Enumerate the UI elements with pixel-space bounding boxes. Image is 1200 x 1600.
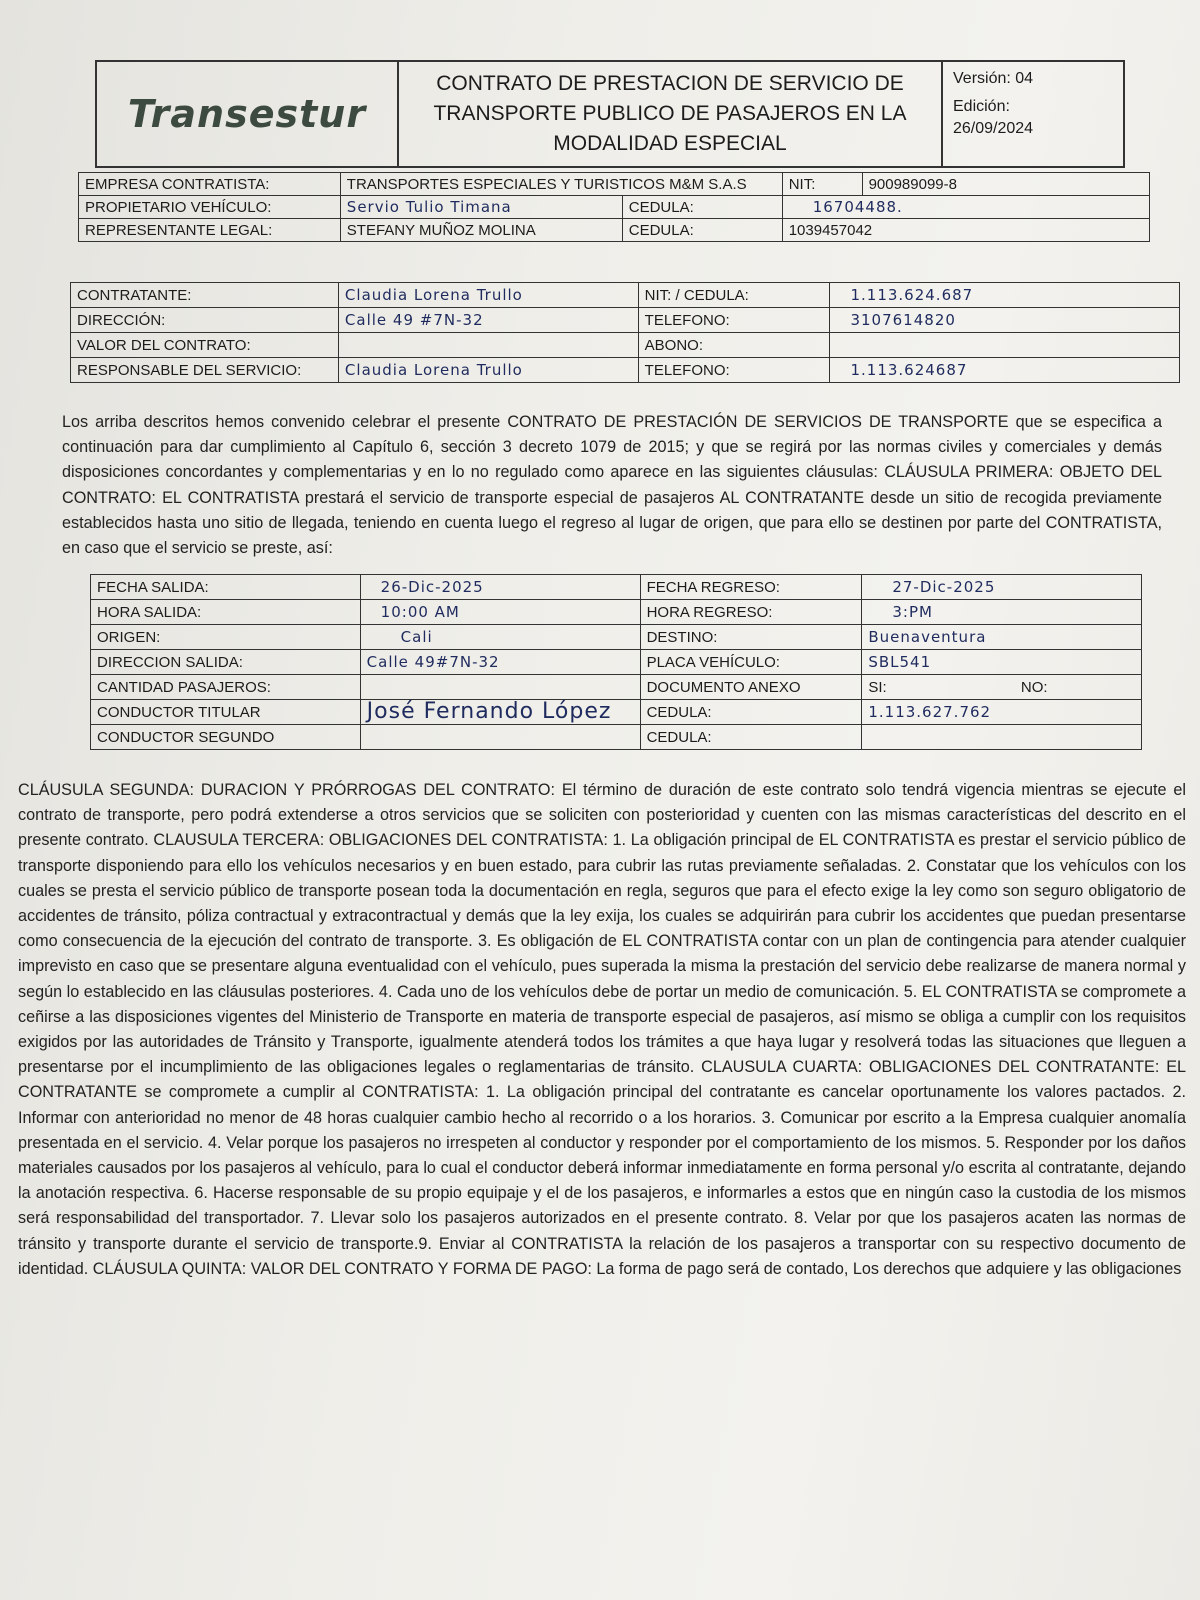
- table-row: [71, 308, 1180, 333]
- empty-value: [830, 333, 1180, 358]
- si-no-cell: [862, 675, 1142, 700]
- field-label: TELEFONO:: [638, 358, 830, 383]
- field-value: 900989099-8: [862, 173, 1149, 196]
- table-row: [91, 700, 1142, 725]
- field-label: CEDULA:: [640, 725, 862, 750]
- handwritten-value: 1.113.624687: [830, 358, 1180, 383]
- handwritten-value: Cali: [360, 625, 640, 650]
- field-label: PROPIETARIO VEHÍCULO:: [79, 196, 341, 219]
- field-label: ABONO:: [638, 333, 830, 358]
- field-label: PLACA VEHÍCULO:: [640, 650, 862, 675]
- version-label: Versión: 04: [953, 70, 1034, 87]
- field-label: VALOR DEL CONTRATO:: [71, 333, 339, 358]
- viaje-table: [90, 574, 1142, 750]
- field-label: CEDULA:: [640, 700, 862, 725]
- edition-label: Edición:: [953, 98, 1010, 115]
- version-info: [943, 62, 1123, 166]
- field-label: HORA REGRESO:: [640, 600, 862, 625]
- no-label: NO:: [1020, 678, 1048, 696]
- field-value: TRANSPORTES ESPECIALES Y TURISTICOS M&M S.A.S: [340, 173, 782, 196]
- table-row: [91, 675, 1142, 700]
- field-label: TELEFONO:: [638, 308, 830, 333]
- contratante-table: [70, 282, 1180, 383]
- field-value: STEFANY MUÑOZ MOLINA: [340, 219, 622, 242]
- table-row: [91, 625, 1142, 650]
- field-label: FECHA SALIDA:: [91, 575, 361, 600]
- table-row: [91, 725, 1142, 750]
- field-label: DIRECCIÓN:: [71, 308, 339, 333]
- table-row: [71, 358, 1180, 383]
- field-label: EMPRESA CONTRATISTA:: [79, 173, 341, 196]
- handwritten-value: 10:00 AM: [360, 600, 640, 625]
- empty-value: [338, 333, 638, 358]
- field-label: DESTINO:: [640, 625, 862, 650]
- field-label: HORA SALIDA:: [91, 600, 361, 625]
- handwritten-value: Servio Tulio Timana: [340, 196, 622, 219]
- field-label: NIT:: [782, 173, 862, 196]
- handwritten-value: José Fernando López: [360, 700, 640, 725]
- table-row: [79, 173, 1150, 196]
- field-label: CEDULA:: [622, 196, 782, 219]
- handwritten-value: Claudia Lorena Trullo: [338, 358, 638, 383]
- title-line: MODALIDAD ESPECIAL: [553, 132, 787, 155]
- handwritten-value: Calle 49#7N-32: [360, 650, 640, 675]
- company-logo: Transestur: [127, 92, 367, 136]
- empty-value: [862, 725, 1142, 750]
- field-label: RESPONSABLE DEL SERVICIO:: [71, 358, 339, 383]
- handwritten-value: Buenaventura: [862, 625, 1142, 650]
- field-label: CONDUCTOR TITULAR: [91, 700, 361, 725]
- field-label: ORIGEN:: [91, 625, 361, 650]
- table-row: [79, 196, 1150, 219]
- edition-date: 26/09/2024: [953, 120, 1034, 137]
- title-line: TRANSPORTE PUBLICO DE PASAJEROS EN LA: [433, 102, 907, 125]
- handwritten-value: 1.113.627.762: [862, 700, 1142, 725]
- clauses-paragraph: [18, 778, 1186, 1578]
- field-label: CONTRATANTE:: [71, 283, 339, 308]
- handwritten-value: 3107614820: [830, 308, 1180, 333]
- table-row: [79, 219, 1150, 242]
- title-line: CONTRATO DE PRESTACION DE SERVICIO DE: [436, 72, 904, 95]
- field-label: CEDULA:: [622, 219, 782, 242]
- table-row: [91, 600, 1142, 625]
- field-label: REPRESENTANTE LEGAL:: [79, 219, 341, 242]
- document-title: [399, 62, 943, 166]
- empty-value: [360, 725, 640, 750]
- si-label: SI:: [868, 678, 887, 696]
- clauses-text: CLÁUSULA SEGUNDA: DURACION Y PRÓRROGAS DEL CONTRATO: El término de duración de este contrato solo tendrá vigencia mientras se ejecute el contrato de transporte, pero podrá extenderse a otros servicios que se soliciten con posterioridad y cuenten con las mismas características del descrito en el presente contrato. CLAUSULA TERCERA: OBLIGACIONES DEL CONTRATISTA: 1. La obligación principal de EL CONTRATISTA es prestar el servicio público de transporte disponiendo para ello los vehículos necesarios y en buen estado, para cubrir las rutas previamente señaladas. 2. Constatar que los vehículos con los cuales se presta el servicio público de transporte posean toda la documentación en regla, seguros que para el efecto exige la ley como son seguro obligatorio de accidentes de tránsito, póliza contractual y extracontractual y demás que la ley exija, los cuales se adquirirán para cubrir los accidentes que puedan presentarse como consecuencia de la ejecución del contrato de transporte. 3. Es obligación de EL CONTRATISTA contar con un plan de contingencia para atender cualquier imprevisto en caso que se presentare alguna eventualidad con el vehículo, pues superada la misma la prestación del servicio debe realizarse de manera normal y según lo establecido en las cláusulas posteriores. 4. Cada uno de los vehículos debe de portar un medio de comunicación. 5. EL CONTRATISTA se compromete a ceñirse a las disposiciones vigentes del Ministerio de Transporte en materia de transporte especial de pasajeros, así mismo se obliga a cumplir con los requisitos exigidos por las autoridades de Tránsito y Transporte, igualmente atenderá todos los trámites a que haya lugar y resolverá todas las situaciones que lleguen a presentarse por el incumplimiento de las obligaciones legales o reglamentarias de tránsito. CLAUSULA CUARTA: OBLIGACIONES DEL CONTRATANTE: EL CONTRATANTE se compromete a cumplir al CONTRATISTA: 1. La obligación principal del contratante es cancelar oportunamente los valores pactados. 2. Informar con anterioridad no menor de 48 horas cualquier cambio hecho al recorrido o a los horarios. 3. Comunicar por escrito a la Empresa cualquier anomalía presentada en el servicio. 4. Velar porque los pasajeros no irrespeten al conductor y responder por el comportamiento de los mismos. 5. Responder por los daños materiales causados por los pasajeros al vehículo, para lo cual el conductor deberá informar inmediatamente en forma personal y/o escrita al contratante, dejando la anotación respectiva. 6. Hacerse responsable de su propio equipaje y el de los pasajeros, e informarles a estos que en ningún caso la custodia de los mismos será responsabilidad del transportador. 7. Llevar solo los pasajeros autorizados en el presente contrato. 8. Velar por que los pasajeros acaten las normas de tránsito y transporte durante el servicio de transporte.9. Enviar al CONTRATISTA la relación de los pasajeros a transportar con su respectivo documento de identidad. CLÁUSULA QUINTA: VALOR DEL CONTRATO Y FORMA DE PAGO: La forma de pago será de contado, Los derechos que adquiere y las obligaciones: [18, 781, 1186, 1278]
- field-label: CONDUCTOR SEGUNDO: [91, 725, 361, 750]
- field-label: CANTIDAD PASAJEROS:: [91, 675, 361, 700]
- document-header: [95, 60, 1125, 168]
- table-row: [91, 575, 1142, 600]
- field-label: DOCUMENTO ANEXO: [640, 675, 862, 700]
- handwritten-value: 16704488.: [782, 196, 1149, 219]
- table-row: [71, 283, 1180, 308]
- handwritten-value: SBL541: [862, 650, 1142, 675]
- handwritten-value: Calle 49 #7N-32: [338, 308, 638, 333]
- intro-paragraph: [62, 410, 1162, 561]
- intro-text: Los arriba descritos hemos convenido celebrar el presente CONTRATO DE PRESTACIÓN DE SERVICIOS DE TRANSPORTE que se especifica a continuación para dar cumplimiento al Capítulo 6, sección 3 decreto 1079 de 2015; y que se regirá por las normas civiles y comerciales y demás disposiciones concordantes y complementarias y en lo no regulado como aparece en las siguientes cláusulas: CLÁUSULA PRIMERA: OBJETO DEL CONTRATO: EL CONTRATISTA prestará el servicio de transporte especial de pasajeros AL CONTRATANTE desde un sitio de recogida previamente establecidos hasta uno sitio de llegada, teniendo en cuenta luego el regreso al lugar de origen, que para ello se destinen por parte del CONTRATISTA, en caso que el servicio se preste, así:: [62, 413, 1162, 558]
- empresa-table: [78, 172, 1150, 242]
- logo-cell: [97, 62, 399, 166]
- table-row: [91, 650, 1142, 675]
- handwritten-value: 3:PM: [862, 600, 1142, 625]
- field-label: NIT: / CEDULA:: [638, 283, 830, 308]
- handwritten-value: Claudia Lorena Trullo: [338, 283, 638, 308]
- handwritten-value: 1.113.624.687: [830, 283, 1180, 308]
- field-label: FECHA REGRESO:: [640, 575, 862, 600]
- table-row: [71, 333, 1180, 358]
- empty-value: [360, 675, 640, 700]
- handwritten-value: 26-Dic-2025: [360, 575, 640, 600]
- handwritten-value: 27-Dic-2025: [862, 575, 1142, 600]
- field-value: 1039457042: [782, 219, 1149, 242]
- field-label: DIRECCION SALIDA:: [91, 650, 361, 675]
